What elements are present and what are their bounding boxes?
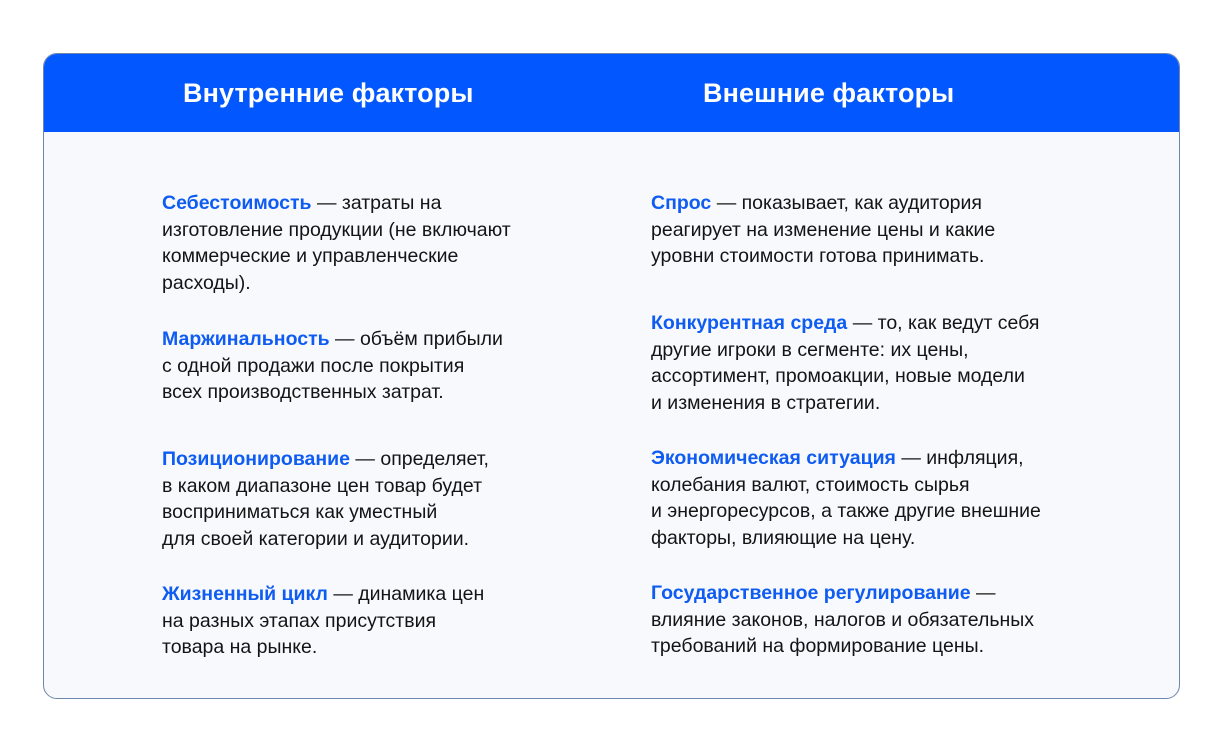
factor-term: Конкурентная среда (651, 312, 848, 334)
factor-term: Экономическая ситуация (651, 447, 896, 469)
factor-line: ассортимент, промоакции, новые модели (651, 365, 1025, 387)
factor-definition-start: — (970, 582, 996, 604)
factor-term: Маржинальность (162, 328, 330, 350)
factor-first-line (162, 581, 484, 608)
factor-term: Спрос (651, 192, 712, 214)
card-header (44, 54, 1179, 132)
factor-line: колебания валют, стоимость сырья (651, 473, 970, 496)
factor-line: влияние законов, налогов и обязательных (651, 608, 1035, 631)
factor-first-line (162, 326, 503, 353)
factor-definition-start: — то, как ведут себя (847, 312, 1040, 334)
factor-term: Позиционирование (162, 448, 351, 470)
factor-first-line (651, 580, 1034, 607)
factor-first-line (651, 190, 995, 217)
factor-line: восприниматься как уместный (162, 501, 438, 523)
factor-term: Государственное регулирование (651, 582, 971, 604)
factor-demand (651, 190, 995, 270)
factor-state-regulation (651, 580, 1034, 660)
factor-economic-situation (651, 445, 1041, 551)
factor-line: требований на формирование цены. (651, 635, 985, 657)
factor-line: и изменения в стратегии. (651, 391, 881, 414)
factor-definition-start: — объём прибыли (329, 328, 503, 350)
factor-line: в каком диапазоне цен товар будет (162, 474, 483, 497)
factor-line: и энергоресурсов, а также другие внешние (651, 500, 1041, 522)
factor-competition (651, 310, 1039, 416)
factor-definition-start: — инфляция, (895, 447, 1024, 469)
factor-line: коммерческие и управленческие (162, 245, 459, 267)
internal-factors-heading: Внутренние факторы (183, 78, 474, 108)
factor-line: с одной продажи после покрытия (162, 354, 465, 377)
factors-card (43, 53, 1180, 699)
factor-term: Жизненный цикл (162, 583, 328, 605)
factor-line: изготовление продукции (не включают (162, 218, 511, 241)
factor-first-line (651, 445, 1041, 472)
external-factors-heading: Внешние факторы (703, 78, 955, 108)
factor-line: для своей категории и аудитории. (162, 527, 470, 550)
factor-term: Себестоимость (162, 192, 312, 214)
factor-life-cycle (162, 581, 484, 661)
factor-line: другие игроки в сегменте: их цены, (651, 338, 969, 361)
factor-margin (162, 326, 503, 406)
factor-first-line (651, 310, 1039, 337)
factor-line: товара на рынке. (162, 636, 318, 658)
factor-first-line (162, 190, 511, 217)
factor-line: на разных этапах присутствия (162, 609, 437, 632)
factor-line: всех производственных затрат. (162, 381, 444, 403)
factor-definition-start: — определяет, (350, 448, 489, 470)
factor-positioning (162, 446, 489, 552)
factor-cost (162, 190, 511, 296)
factor-definition-start: — затраты на (311, 192, 442, 214)
factor-line: расходы). (162, 271, 251, 294)
factor-first-line (162, 446, 489, 473)
factor-definition-start: — динамика цен (327, 583, 485, 605)
factor-line: реагирует на изменение цены и какие (651, 218, 996, 241)
factor-line: факторы, влияющие на цену. (651, 526, 916, 549)
factor-definition-start: — показывает, как аудитория (711, 192, 982, 214)
factor-line: уровни стоимости готова принимать. (651, 245, 985, 267)
